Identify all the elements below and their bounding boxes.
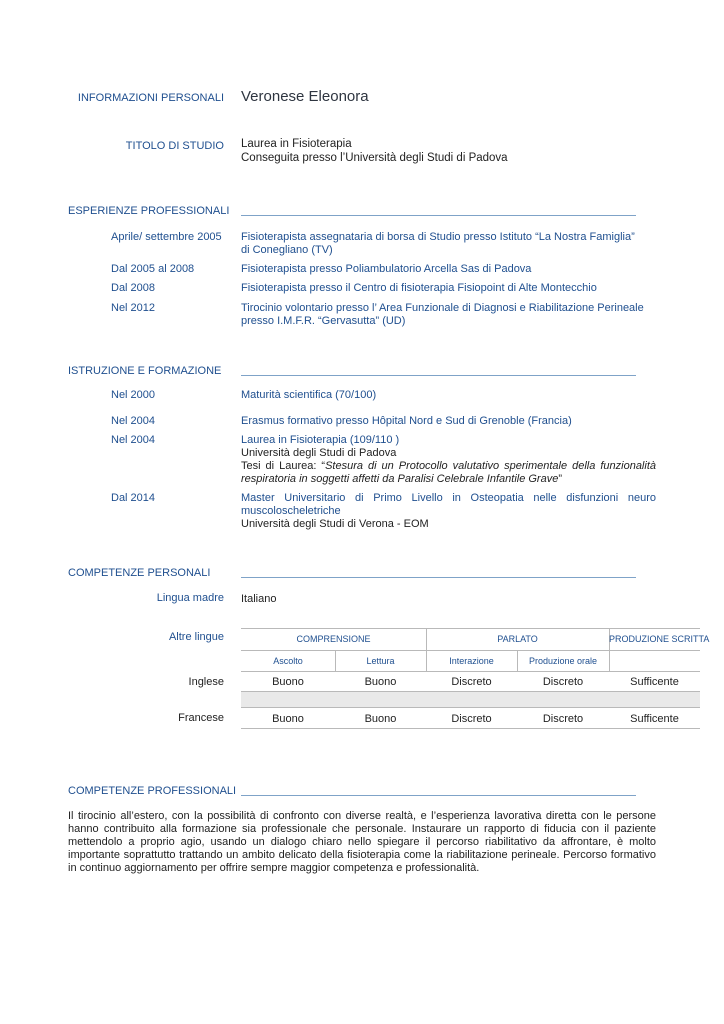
table-spacer-row xyxy=(241,692,700,707)
table-rule xyxy=(241,650,700,651)
level-cell: Discreto xyxy=(542,713,584,725)
mother-tongue-label: Lingua madre xyxy=(156,592,224,604)
education-item xyxy=(241,434,656,486)
group-header-writing: PRODUZIONE SCRITTA xyxy=(609,634,710,644)
experience-item xyxy=(241,231,656,257)
thesis-title-part-2: respiratoria in soggetti affetti da Paralisi Celebrale Infantile Grave xyxy=(241,473,559,485)
level-cell: Buono xyxy=(364,676,397,688)
experience-date: Aprile/ settembre 2005 xyxy=(111,231,222,243)
education-institution: Università degli Studi di Verona - EOM xyxy=(241,518,429,530)
language-name: Francese xyxy=(178,712,224,724)
experience-item xyxy=(241,302,656,328)
level-cell: Buono xyxy=(272,713,304,725)
paragraph-line: in continuo aggiornamento per offrire sempre maggior competenza e professionalità. xyxy=(68,862,480,874)
education-master: Master Universitario di Primo Livello in Osteopatia nelle disfunzioni neuro xyxy=(241,492,656,504)
table-rule xyxy=(241,671,700,672)
experience-line: di Conegliano (TV) xyxy=(241,244,333,256)
experience-item: Fisioterapista presso Poliambulatorio Arcella Sas di Padova xyxy=(241,263,532,275)
education-date: Nel 2004 xyxy=(111,434,156,446)
group-header-comprehension: COMPRENSIONE xyxy=(296,634,371,644)
personal-skills-divider xyxy=(241,577,636,578)
paragraph-line: mettendolo a proprio agio, usando un dialogo chiaro nello spiegare il percorso riabilitativo da affrontare, è molto xyxy=(68,836,656,848)
experience-line: presso I.M.F.R. “Gervasutta” (UD) xyxy=(241,315,406,327)
experience-date: Dal 2005 al 2008 xyxy=(111,263,195,275)
level-cell: Discreto xyxy=(542,676,584,688)
experience-line: Fisioterapista assegnataria di borsa di Studio presso Istituto “La Nostra Famiglia” xyxy=(241,231,635,243)
group-header-speaking: PARLATO xyxy=(497,634,538,644)
personal-skills-section-label: COMPETENZE PERSONALI xyxy=(68,567,211,579)
experience-section-label: ESPERIENZE PROFESSIONALI xyxy=(68,205,230,217)
level-cell: Buono xyxy=(364,713,397,725)
mother-tongue-value: Italiano xyxy=(241,593,277,605)
study-title-label: TITOLO DI STUDIO xyxy=(125,140,224,152)
education-divider xyxy=(241,375,636,376)
professional-skills-divider xyxy=(241,795,636,796)
education-thesis xyxy=(241,460,656,473)
table-rule xyxy=(241,707,700,708)
experience-date: Dal 2008 xyxy=(111,282,156,294)
level-cell: Sufficente xyxy=(630,676,679,688)
paragraph-line: hanno contribuito alla formazione sia professionale che personale. Instaurare un rapporto di fiducia con il paziente xyxy=(68,823,656,835)
education-item: Maturità scientifica (70/100) xyxy=(241,389,377,401)
education-item xyxy=(241,492,656,531)
thesis-suffix: ” xyxy=(558,473,563,485)
experience-line: Tirocinio volontario presso l’ Area Funzionale di Diagnosi e Riabilitazione Perineale xyxy=(241,302,644,314)
subheader-interaction: Interazione xyxy=(449,656,494,666)
person-name: Veronese Eleonora xyxy=(241,88,369,105)
education-thesis-cont xyxy=(241,473,656,486)
level-cell: Discreto xyxy=(451,676,492,688)
study-line-2: Conseguita presso l’Università degli Studi di Padova xyxy=(241,152,508,164)
table-rule xyxy=(241,628,700,629)
level-cell: Discreto xyxy=(451,713,492,725)
language-name: Inglese xyxy=(188,676,224,688)
subheader-listening: Ascolto xyxy=(273,656,303,666)
paragraph-line: Il tirocinio all’estero, con la possibilità di confronto con diverse realtà, e l’esperienza lavorativa diretta con le persone xyxy=(68,810,656,822)
professional-skills-text xyxy=(68,810,656,875)
education-master-cont: muscoloscheletriche xyxy=(241,505,341,517)
thesis-prefix: Tesi di Laurea: “ xyxy=(241,460,326,472)
experience-item: Fisioterapista presso il Centro di fisioterapia Fisiopoint di Alte Montecchio xyxy=(241,282,597,294)
education-degree: Laurea in Fisioterapia (109/110 ) xyxy=(241,434,400,446)
level-cell: Sufficente xyxy=(630,713,679,725)
thesis-title-part-1: Stesura di un Protocollo valutativo sperimentale della funzionalità xyxy=(325,460,656,472)
experience-date: Nel 2012 xyxy=(111,302,156,314)
education-date: Nel 2004 xyxy=(111,415,156,427)
education-date: Nel 2000 xyxy=(111,389,156,401)
education-item: Erasmus formativo presso Hôpital Nord e Sud di Grenoble (Francia) xyxy=(241,415,572,427)
other-languages-label: Altre lingue xyxy=(168,631,224,643)
experience-divider xyxy=(241,215,636,216)
subheader-oral-production: Produzione orale xyxy=(528,656,598,666)
subheader-reading: Lettura xyxy=(366,656,395,666)
level-cell: Buono xyxy=(272,676,304,688)
education-institution: Università degli Studi di Padova xyxy=(241,447,397,459)
paragraph-line: importante soprattutto trattando un ambito delicato della fisioterapia come la riabilitazione perineale. Percorso formativo xyxy=(68,849,656,861)
education-date: Dal 2014 xyxy=(111,492,156,504)
education-section-label: ISTRUZIONE E FORMAZIONE xyxy=(68,365,222,377)
study-line-1: Laurea in Fisioterapia xyxy=(241,138,352,150)
study-title xyxy=(241,137,656,165)
personal-info-label: INFORMAZIONI PERSONALI xyxy=(77,92,224,104)
professional-skills-section-label: COMPETENZE PROFESSIONALI xyxy=(68,785,237,797)
table-rule xyxy=(241,728,700,729)
